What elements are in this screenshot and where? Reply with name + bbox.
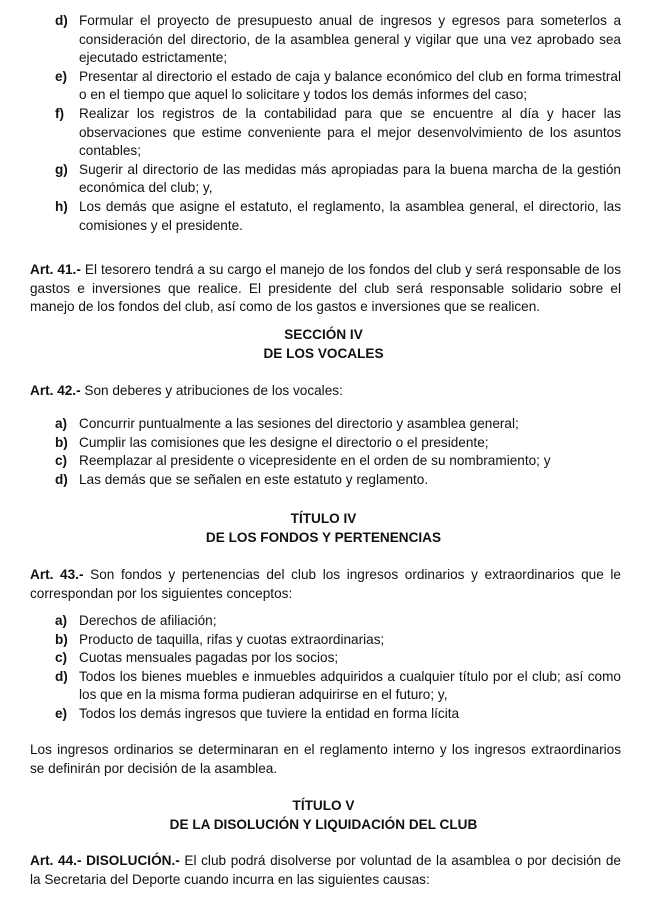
article-44 xyxy=(30,852,621,889)
section-heading: SECCIÓN IV xyxy=(284,327,363,342)
article-number: Art. 43.- xyxy=(30,567,84,582)
funds-list xyxy=(55,612,621,724)
list-item xyxy=(55,12,621,68)
item-label: d) xyxy=(55,13,68,28)
list-item xyxy=(55,471,621,490)
list-item xyxy=(55,649,621,668)
title-heading: TÍTULO V xyxy=(292,798,355,813)
treasurer-duties-list xyxy=(55,12,621,235)
item-text: Producto de taquilla, rifas y cuotas extraordinarias; xyxy=(79,631,385,647)
article-number: Art. 42.- xyxy=(30,383,81,398)
item-text: Concurrir puntualmente a las sesiones del directorio y asamblea general; xyxy=(79,416,519,431)
article-text: Son deberes y atribuciones de los vocales: xyxy=(80,383,343,398)
list-item xyxy=(55,161,621,198)
list-item xyxy=(55,668,621,705)
item-text: Las demás que se señalen en este estatuto y reglamento. xyxy=(79,471,429,487)
item-text: Cumplir las comisiones que les designe el directorio o el presidente; xyxy=(79,434,489,450)
list-item xyxy=(55,434,621,453)
list-item xyxy=(55,452,621,471)
item-text: Los demás que asigne el estatuto, el reglamento, la asamblea general, el directorio, las comisiones y el presidente. xyxy=(79,198,621,233)
item-text: Presentar al directorio el estado de caja y balance económico del club en forma trimestral o en el tiempo que aquel lo solicitare y todos los demás informes del caso; xyxy=(79,68,621,103)
item-label: c) xyxy=(55,453,68,469)
title-heading: TÍTULO IV xyxy=(290,511,357,526)
article-42 xyxy=(30,382,621,401)
item-text: Formular el proyecto de presupuesto anual de ingresos y egresos para someterlos a consideración del directorio, de la asamblea general y vigilar que una vez aprobado sea ejecutado estrictamente; xyxy=(79,13,621,66)
vocal-duties-list xyxy=(55,415,621,489)
income-paragraph: Los ingresos ordinarios se determinaran en el reglamento interno y los ingresos extraordinarios se definirán por decisión de la asamblea. xyxy=(30,742,621,776)
item-text: Derechos de afiliación; xyxy=(79,613,217,628)
list-item xyxy=(55,68,621,105)
item-text: Sugerir al directorio de las medidas más apropiadas para la buena marcha de la gestión económica del club; y, xyxy=(79,161,621,196)
list-item xyxy=(55,705,621,724)
item-text: Realizar los registros de la contabilidad para que se encuentre al día y hacer las observaciones que estime conveniente para el mejor desenvolvimiento de los asuntos contables; xyxy=(79,105,621,159)
article-43 xyxy=(30,566,621,603)
list-item xyxy=(55,105,621,161)
article-text: Son fondos y pertenencias del club los ingresos ordinarios y extraordinarios que le correspondan por los siguientes conceptos: xyxy=(30,567,621,601)
item-label: a) xyxy=(55,416,68,431)
item-text: Cuotas mensuales pagadas por los socios; xyxy=(79,650,339,666)
item-label: h) xyxy=(55,198,68,214)
item-label: d) xyxy=(55,668,68,684)
item-label: a) xyxy=(55,613,68,628)
item-text: Todos los bienes muebles e inmuebles adquiridos a cualquier título por el club; así como los que en la misma forma pudieran adquirirse en el futuro; y, xyxy=(79,668,621,703)
item-text: Todos los demás ingresos que tuviere la entidad en forma lícita xyxy=(79,705,460,721)
article-number: Art. 41.- xyxy=(30,262,81,277)
list-item xyxy=(55,612,621,631)
list-item xyxy=(55,415,621,434)
list-item xyxy=(55,631,621,650)
article-number: Art. 44.- DISOLUCIÓN.- xyxy=(30,853,180,868)
section-subheading: DE LOS VOCALES xyxy=(263,346,384,361)
item-label: e) xyxy=(55,705,68,721)
item-label: e) xyxy=(55,68,68,84)
article-41 xyxy=(30,261,621,317)
item-label: d) xyxy=(55,471,68,487)
article-text: El club podrá disolverse por voluntad de la asamblea o por decisión de la Secretaria del Deporte cuando incurra en las siguientes causas: xyxy=(30,853,621,887)
title-subheading: DE LA DISOLUCIÓN Y LIQUIDACIÓN DEL CLUB xyxy=(169,817,478,832)
title-subheading: DE LOS FONDOS Y PERTENENCIAS xyxy=(205,530,442,545)
list-item xyxy=(55,198,621,235)
article-text: El tesorero tendrá a su cargo el manejo de los fondos del club y será responsable de los gastos e inversiones que realice. El presidente del club será responsable solidario sobre el manejo de los fondos del club, así como de los gastos e inversiones que se realicen. xyxy=(30,262,621,315)
item-label: c) xyxy=(55,650,68,666)
item-text: Reemplazar al presidente o vicepresidente en el orden de su nombramiento; y xyxy=(79,453,551,469)
item-label: g) xyxy=(55,161,68,177)
item-label: b) xyxy=(55,434,68,450)
item-label: f) xyxy=(55,105,65,121)
item-label: b) xyxy=(55,631,68,647)
